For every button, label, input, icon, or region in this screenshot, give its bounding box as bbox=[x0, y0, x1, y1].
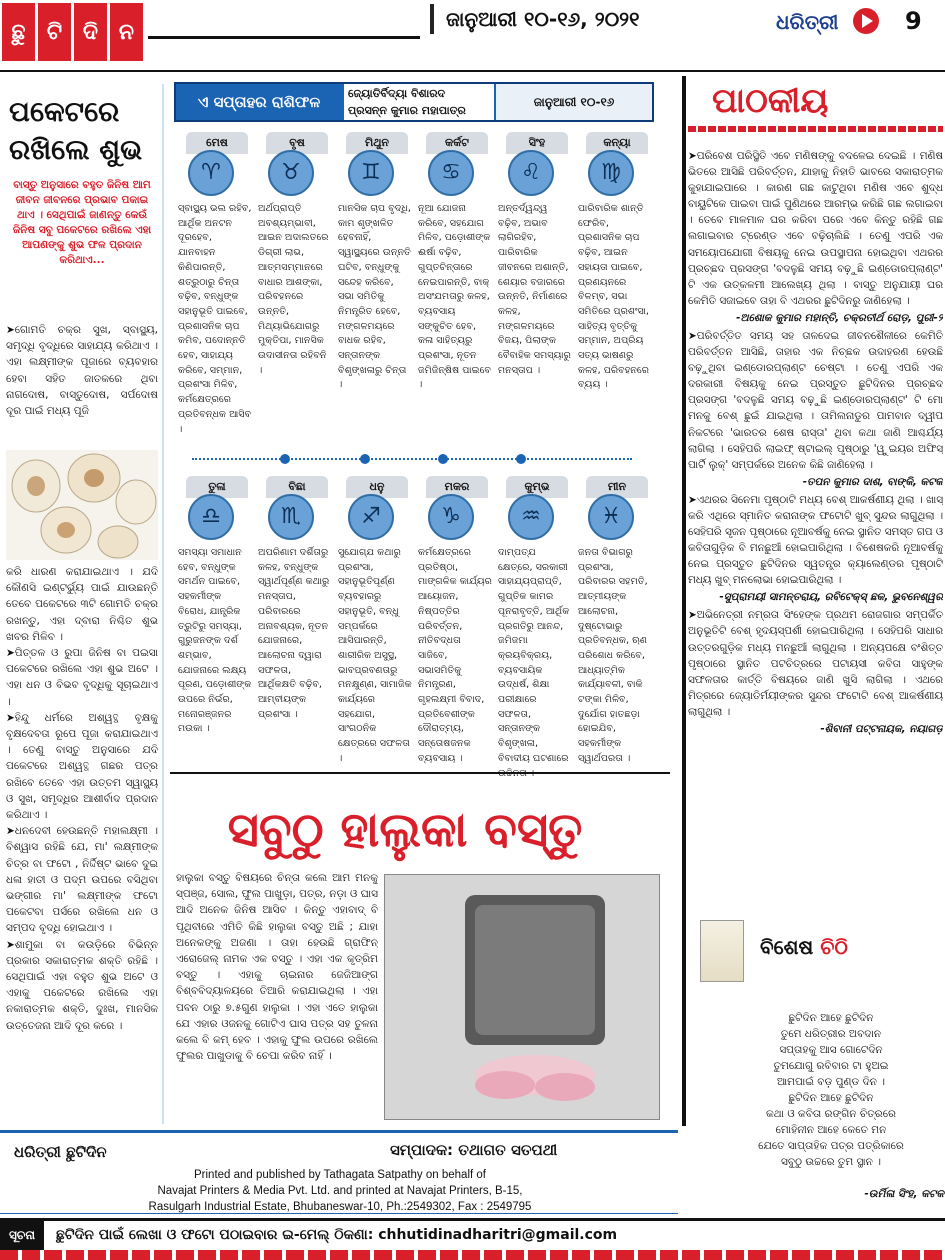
bottom-border bbox=[0, 1250, 945, 1260]
letter-2-signature: -ତପନ କୁମାର ଦାଶ, ବାଙ୍କି, କଟକ bbox=[802, 475, 943, 488]
play-icon bbox=[853, 8, 879, 34]
sign-name: ମକର bbox=[426, 476, 488, 498]
virgo-icon: ♍ bbox=[588, 150, 634, 196]
sagittarius-icon: ♐ bbox=[348, 494, 394, 540]
sign-forecast: ଦାମ୍ପତ୍ଯ କ୍ଷେତ୍ରେ, ସରକାରୀ ସାହାଯ୍ୟପ୍ରାପ୍ତି, ଗୁପ୍ତିକ କାମର ପୂନରାବୃତ୍ତି, ଆର୍ଥିକ ପ୍ରଗତିରୁ ଆନନ୍ଦ, ଜମିଜମା କ୍ରୟବିକ୍ରୟ, ବ୍ୟବସାୟିକ ଉଦ୍ଧର୍ଷ, ଶିକ୍ଷା ପରୀକ୍ଷାରେ ସଫଳତା, ସନ୍ତାନଙ୍କ ବିଶୃଙ୍ଖଳା, ବିବାଦୀୟ ଘଟଣାରେ bbox=[498, 547, 570, 764]
author-name: ପ୍ରସନ୍ନ କୁମାର ମହାପାତ୍ର bbox=[348, 104, 466, 117]
newspaper-logo: ଧରିତ୍ରୀ bbox=[776, 10, 839, 34]
sign-aries bbox=[176, 132, 254, 435]
poem-body: ଛୁଟିଦିନ ଆହେ ଛୁଟିଦିନ ତୁମେ ଧରିତ୍ରୀର ଅବଦାନ ସପ୍ତାହକୁ ଆସ ଗୋଟେଦିନ ତୁମଯୋଗୁ ରବିବାର ଟା ହୁଅଇ ଆମପାଇଁ ବଡ଼ ପୁଣ୍ଡ ଦିନ । ଛୁଟିଦିନ ଆହେ ଛୁଟିଦିନ କଥା ଓ କବିତା ରଙ୍ଗିନ ଚିତ୍ରରେ ମୋହିନୀନ ଆହେ କେତେ ମନ ଯେତେ ସାପ୍ତାହିକ ପତ୍ର ପତ୍ରିକାରେ ସବୁଠୁ ଉଚ୍ଚରେ ତୁମ ସ୍ଥାନ । bbox=[758, 1012, 904, 1168]
page-number: 9 bbox=[905, 7, 922, 35]
left-heading: ପକେଟରେ ରଖିଲେ ଶୁଭ bbox=[2, 84, 162, 174]
horoscope-author bbox=[344, 84, 494, 120]
divider-dot bbox=[516, 454, 526, 464]
letter-1-signature: -ଅଶୋକ କୁମାର ମହାନ୍ତି, ଚକ୍ରତୀର୍ଥ ରୋଡ଼, ପୁରୀ-୨ bbox=[736, 311, 943, 324]
title-part-red: ଚିଠି bbox=[820, 935, 848, 959]
column-rule bbox=[682, 76, 686, 1126]
brand-letter: ଟି bbox=[38, 3, 71, 61]
magazine-cover-thumbnail bbox=[700, 920, 744, 982]
aerogel-photo bbox=[384, 874, 660, 1120]
divider-dot bbox=[280, 454, 290, 464]
sign-forecast: ଅର୍ଥପ୍ରାପ୍ତି ଅବଶ୍ୟମ୍ଭାବୀ, ଆଇନ ଅଦାଲତରେ ଡିଗ୍ରୀ ଲାଭ, ଆତ୍ମସମ୍ମାନରେ ବାଧାର ଆଶଙ୍କା, ପରିବହନରେ ଉନ୍ନତି, ମିଥ୍ୟାଭିଯୋଗରୁ ମୁକ୍ତିପା, ମାନସିକ ଉଦାସୀନତା ରହିବନି । bbox=[258, 203, 329, 376]
special-letter-title bbox=[760, 934, 848, 960]
sign-forecast: ପାରିବାରିକ ଶାନ୍ତି ଫେରିବ, ପ୍ରଶାସନିକ ଚାପ ବଢ଼ିବ, ଆଇନ ସହାୟତା ପାଇବେ, ପ୍ରଣୟନରେ ବିଳମ୍ବ, ସଭା ସମିତିରେ ପ୍ରଶଂସା, ସାହିତ୍ୟ ବୃତ୍ତିକୁ ସମ୍ମାନ, ଅପ୍ରିୟ ସତ୍ୟ ଭାଷଣରୁ କଳହ, ପରିବହନରେ ବ୍ୟୟ । bbox=[578, 203, 649, 391]
sign-forecast: ସୁଯୋଗ୍ଯ କଥାରୁ ପ୍ରଶଂସା, ସହାନୁଭୂତିପୂର୍ଣ୍ଣ ବ୍ୟବହାରରୁ ସହାନୁଭୂତି, ବନ୍ଧୁ ସମ୍ପର୍କରେ ଆସିପାରନ୍ତି, ଶାରୀରିକ ଅସୁସ୍ଥ, ଭାବପ୍ରବଣତାରୁ ମନକ୍ଷୁଣ୍ଣ, ସାମାଜିକ କାର୍ଯ୍ୟରେ ସହଯୋଗ, ସାଂଗଠନିକ କ୍ଷେତ୍ରରେ ସଫଳତା । bbox=[338, 547, 412, 764]
letter-4: ➤ଅଭିନେତ୍ରୀ ନମ୍ରତା ସିଂହେଙ୍କ ପ୍ରଥମ ରୋଜଗାର ସମ୍ପର୍କିତ ଅନୁଭୂତିଟି ବେଶ୍ ହୃଦୟସ୍ପର୍ଶୀ ହୋଇପାରିଥିଲା । ସେହିପରି ସାଧାର ଉତ୍ତରଗୁଡ଼ିକ ମଧ୍ୟ ମନଛୁଆଁ ଲାଗୁଥିଲା । ଅନ୍ୟପକ୍ଷେ ବଂଶିତ୍ତ ପୃଷ୍ଠାରେ ସ୍ଥାନିତ ପଟଚିତ୍ରରେ ପଟାୟସୀ କବିତା ସାହୁଙ୍କ ସଫଳତାର କାର୍ତ୍ତି ବିଷୟରେ ଜାଣି ଖୁସି ଲାଗିଲା । ଏଥରେ ମିତ୍ରରେ ଜ୍ୟୋତିର୍ମୟୀଙ୍କର ସୁନ୍ଦର ଫଟୋଟି ବେଶ୍ ଆକର୍ଷଣୀୟ ଲାଗୁଥିଲା । bbox=[688, 609, 943, 718]
sign-name: ଧନୁ bbox=[346, 476, 408, 498]
header-divider bbox=[0, 70, 945, 72]
notice-tag: ସୂଚନା bbox=[0, 1221, 44, 1250]
sign-name: ବିଛା bbox=[266, 476, 328, 498]
story-body: ହାଲୁକା ବସ୍ତୁ ବିଷୟରେ ଚିନ୍ତା କଲେ ଆମ ମନକୁ ସ୍ପଞ୍ଜ, ସୋଲ, ଫୁଲ ପାଖୁଡ଼ା, ପତ୍ର, ନଡ଼ା ଓ ଘାସ ଆଦି ଅନେକ ଜିନିଷ ଆସିବ । କିନ୍ତୁ ଏହାବାଦ୍ ବି ପୃଥିବୀରେ ଏମିତି କିଛି ହାଲୁକା ବସ୍ତୁ ଅଛି ; ଯାହା ଅନେକଙ୍କୁ ଅଜଣା । ତାହା ହେଉଛି ଗ୍ରାଫିନ୍ ଏରୋଜେଲ୍ ନାମକ ଏକ ବସ୍ତୁ । ଏହା ଏକ କୃତ୍ରିମ ବସ୍ତୁ । ଏହାକୁ ଚାଇନାର ଜେଜିଆଙ୍ଗ ବିଶ୍ବବିଦ୍ୟାଳୟରେ ତିଆରି କରାଯାଇଥିଲା । ଏହା ପବନ ଠାରୁ ୭.୫ଗୁଣ ହାଲୁକା । ଏହା ଏତେ ହାଲୁକା ଯେ ଏହାର ଓଜନକୁ ଗୋଟିଏ ଘାସ ପତ୍ର ସହ ତୁଳନା କଲେ ବି କମ୍ ହେବ । ଏହାକୁ ଫୁଲ ଉପରେ ରଖିଲେ ଫୁଲର ପାଖୁଡାକୁ ବି ଚେପା କରିବ ନାହିଁ । bbox=[176, 872, 378, 1063]
special-poem bbox=[718, 994, 944, 1224]
editorial-stripe bbox=[688, 126, 943, 132]
left-body-top: ➤ଗୋମତି ଚକ୍ର ସୁଖ, ସ୍ବାସ୍ଥ୍ୟ, ସମୃଦ୍ଧି ବୃଦ୍ଧିରେ ସାହାଯ୍ୟ କରିଥାଏ । ଏହା ଲକ୍ଷ୍ମୀଙ୍କ ପୂଜାରେ ବ୍ୟବହାର ହେବା ସହିତ ଜାତକରେ ଥିବା ନାଗଦୋଷ, ବାସ୍ତୁଦୋଷ, ସର୍ପଦୋଷ ଦୂର ପାଇଁ ମଧ୍ୟ ପୂଜି bbox=[6, 324, 158, 418]
imprint-text: Printed and published by Tathagata Satpathy on behalf of Navajat Printers & Media Pvt. Ltd. and printed at Navajat Printers, B-15, Rasulgarh Industrial Estate, Bhubaneswar-10, Ph.:2549302, Fax : 2549795 bbox=[148, 1169, 532, 1213]
brand-letter: ଛୁ bbox=[2, 3, 35, 61]
sign-name: କୁମ୍ଭ bbox=[506, 476, 568, 498]
sign-forecast: କର୍ମକ୍ଷେତ୍ରରେ ପ୍ରତିଷ୍ଠା, ମାଙ୍ଗଳିକ କାର୍ଯ୍ୟର ଆୟୋଜନ, ନିଷ୍ପତ୍ତିର ପରିବର୍ତ୍ତନ, ନୀତିବଦ୍ଧତା ସାଜିବେ, ସଭାସମିତିକୁ ନିମନ୍ତ୍ରଣ, ଗୃହଲକ୍ଷ୍ମୀ ବିବାଦ, ପ୍ରତିବେଶୀଙ୍କ ଦୌରାତ୍ମ୍ୟ, ସନ୍ତୋଷଜନକ ବ୍ୟବସାୟ । bbox=[418, 547, 492, 764]
letter-3-signature: -ସୁପ୍ରାମୟୀ ସାମନ୍ତରାୟ, ରବିଟେକ୍ସ୍ ଛକ, ଭୁବନେଶ୍ୱର bbox=[719, 591, 943, 604]
sign-name: ମିଥୁନ bbox=[346, 132, 408, 154]
editorial-title: ପାଠକୀୟ bbox=[712, 81, 829, 121]
story-title: ସବୁଠୁ ହାଲୁକା ବସ୍ତୁ bbox=[227, 802, 583, 858]
libra-icon: ♎ bbox=[188, 494, 234, 540]
sign-name: ତୁଳା bbox=[186, 476, 248, 498]
letter-1: ➤ପରିବେଶ ପରିସ୍ଥିତି ଏବେ ମଣିଷଙ୍କୁ ବଦଳେଇ ଦେଇଛି । ମଣିଷ ଭିତରେ ଆସିଛି ପରିବର୍ତ୍ତନ, ଯାହାକୁ ନିହାତି ଭାବରେ ସକାରାତ୍ମକ କୁହାଯାଇପାରେ । କାରଣ ଗଛ କାଟୁଥିବା ମଣିଷ ଏବେ ଶୁଦ୍ଧ ବାୟୁଟିକେ ପାଇବା ପାଇଁ ପୁଣିଥରେ ଆରମ୍ଭ କରିଛି ଗଛ ଲଗାଇବା । ତେବେ ମାଳମାଳ ଘର କରିବା ପରେ ଏବେ କିନ୍ତୁ ରହିଛି ଗଛ ଲଗାଇବାର ଟ୍ରେଣ୍ଡ ଏବେ ବଢ଼ିଚାଲିଛି । ତେଣୁ ଏପରି ଏକ ସମୟୋପଯୋଗୀ ବିଷୟକୁ ନେଇ ଉପସ୍ଥାପନା ହୋଇଥିବା ଏଥରର ପ୍ରଚ୍ଛଦ ପ୍ରସଙ୍ଗ 'ବଦଳୁଛି ସମୟ ବଢ଼ୁଛି ଇଣ୍ଡୋରପ୍ଲାଣ୍ଟ' ଟି ଏକ ଉତ୍କଳମୀ ଆଲେଖ୍ୟ ଥିଲା । ବାସ୍ତୁ ଅନୁଯାୟୀ ଘର କେମିତି ସଜାଇବେ ତାହା ବି ଏଥରର ଛୁଟିଦିନରୁ ଜାଣିହେଲା । bbox=[688, 150, 943, 307]
imprint bbox=[0, 1130, 678, 1214]
brand-letter: ନ bbox=[110, 3, 143, 61]
sign-scorpio bbox=[256, 476, 334, 720]
sign-name: ବୃଷ bbox=[266, 132, 328, 154]
horoscope-row-2 bbox=[170, 476, 658, 776]
shells-photo bbox=[6, 450, 158, 560]
sign-sagittarius bbox=[336, 476, 414, 764]
issue-date: ଜାନୁଆରୀ ୧୦-୧୬, ୨୦୨୧ bbox=[430, 4, 730, 34]
notice-text: ଛୁଟିଦିନ ପାଇଁ ଲେଖା ଓ ଫଟୋ ପଠାଇବାର ଇ-ମେଲ୍ ଠିକଣା: chhutidinadharitri@gmail.com bbox=[56, 1227, 618, 1243]
left-body-bottom: କରି ଧାରଣ କରାଯାଇଥାଏ । ଯଦି କୌଣସି ଇଣ୍ଟର୍ଭ୍ୟୁ ପାଇଁ ଯାଉଛନ୍ତି ତେବେ ପକେଟରେ ୩ଟି ଗୋମତି ଚକ୍ର ରଖନ୍ତୁ, ଏହା ଦ୍ବାରା ନିଶ୍ଚିତ ଶୁଭ ଖବର ମିଳିବ । ➤ପିତ୍ତଳ ଓ ରୁପା ଜିନିଷ ବା ପଇସା ପକେଟରେ ରଖିଲେ ଏହା ଶୁଭ ଅଟେ । ଏହା ଧନ ଓ ବିଭବ ବୃଦ୍ଧିକୁ ସୂଚାଇଥାଏ । ➤ହିନ୍ଦୁ ଧର୍ମରେ ଅଶ୍ୱତ୍ଥ ବୃକ୍ଷକୁ ବୃକ୍ଷଦେବତା ରୂପେ ପୂଜା କରାଯାଇଥାଏ । ତେଣୁ ବାସ୍ତୁ ଅନୁସାରେ ଯଦି ପକେଟରେ ଅଶ୍ୱତ୍ଥ ଗଛର ପତ୍ର ରଖିବେ ତେବେ ଏହା ଉତ୍ତମ ସ୍ୱାସ୍ଥ୍ୟ ଓ ସୁଖ, ସମୃଦ୍ଧିର ଆଶୀର୍ବାଦ ପ୍ରଦାନ କରିଥାଏ । ➤ଧନଦେବୀ ହେଉଛନ୍ତି ମହାଲକ୍ଷ୍ମୀ । ବିଶ୍ୱାସ ରହିଛି ଯେ, ମା' ଲକ୍ଷ୍ମୀଙ୍କ ଚିତ୍ର ବା ଫଟୋ , ନିର୍ଦ୍ଦିଷ୍ଟ ଭାବେ ଦୁଇ ଧଳା ହାତୀ ଓ ପଦ୍ମ ଉପରେ ବସିଥିବା ଭଙ୍ଗୀର ମା' ଲକ୍ଷ୍ମୀଙ୍କ ଫଟୋ ପକେଟବା ପର୍ସରେ ରଖିଲେ ଧନ ଓ ସମ୍ପଦ ବୃଦ୍ଧି ହୋଇଥାଏ । ➤ଶାମୁକା ବା କଉଡ଼ିରେ ବିଭିନ୍ନ ପ୍ରକାର ସକାରାତ୍ମକ ଶକ୍ତି ରହିଛି । ସେଥିପାଇଁ ଏହା ବହୁତ ଶୁଭ ଅଟେ ଓ ଏହାକୁ ପକେଟରେ ରଖିଲେ ଏହା ନକାରାତ୍ମକ ଶକ୍ତି, ଦୁଃଖ, ମାନସିକ ଉତ୍ତେଜନା ଆଦି ଦୂର କରେ । bbox=[6, 566, 158, 1032]
section-rule bbox=[170, 772, 670, 774]
sign-name: କନ୍ୟା bbox=[586, 132, 648, 154]
header-rule bbox=[148, 36, 420, 39]
sign-forecast: ମାନସିକ ଚାପ ବୃଦ୍ଧି, କାମ ଶୃଙ୍ଖଳିତ ହେବନାହିଁ, ସ୍ୱାସ୍ଥ୍ୟରେ ଉନ୍ନତି ଘଟିବ, ବନ୍ଧୁଙ୍କୁ ସନ୍ଦେହ କରିବେ, ସଭା ସମିତିକୁ ନିମନ୍ତ୍ରିତ ହେବେ, ମଙ୍ଗଳମୟରେ ବାଧକ ରହିବ, ସନ୍ତାନଙ୍କ ବିଶୃଙ୍ଖଳାରୁ ଚିନ୍ତା । bbox=[338, 203, 411, 391]
imprint-name: ଧରିତ୍ରୀ ଛୁଟିଦିନ bbox=[14, 1143, 107, 1161]
left-intro: ବାସ୍ତୁ ଅନୁସାରେ ବହୁତ ଜିନିଷ ଆମ ଜୀବନ ଜୀବନରେ ପ୍ରଭାବ ପକାଇ ଥାଏ । ସେଥିପାଇଁ ଜାଣନ୍ତୁ କେଉଁ ଜିନିଷ ସବୁ ପକେଟରେ ରଖିଲେ ଏହା ଆପଣଙ୍କୁ ଶୁଭ ଫଳ ପ୍ରଦାନ କରିଥାଏ... bbox=[12, 179, 152, 266]
horoscope-divider bbox=[192, 458, 632, 460]
letter-3: ➤ଏଥରର ସିନେମା ପୃଷ୍ଠାଟି ମଧ୍ୟ ବେଶ୍ ଆକର୍ଷଣୀୟ ଥିଲା । ଖାସ୍ କରି ଏଥିରେ ସ୍ମାନିତ କରାନାଙ୍କ ଫଟୋଟି ଖୁବ୍ ସୁନ୍ଦର ଲାଗୁଥିଲା । ସେହିପରି ସୃଜନ ପୃଷ୍ଠାରେ ନୂଆବର୍ଷକୁ ନେଇ ସ୍ଥାନିତ ସମସ୍ତ ଗପ ଓ କବିତାଗୁଡ଼ିକ ବି ମନଛୁଆଁ ହୋଇପାରିଥିଲା । ବିଶେଷକରି ନୂଆବର୍ଷକୁ ନେଇ ପ୍ରସ୍ତୁତ ଛୁଟିଦିନର ସ୍ୱତନ୍ତ୍ର କ୍ୟାଲେଣ୍ଡର ପୃଷ୍ଠାଟି ମଧ୍ୟ ଖୁବ୍ ମନଲୋଭା ହୋଇପାରିଥିଲା । bbox=[688, 493, 943, 587]
capricorn-icon: ♑ bbox=[428, 494, 474, 540]
readers-letters bbox=[688, 148, 943, 928]
notice-bar bbox=[0, 1218, 945, 1250]
sign-leo bbox=[496, 132, 574, 376]
sign-name: ସିଂହ bbox=[506, 132, 568, 154]
horoscope-section bbox=[170, 80, 658, 500]
sign-forecast: ନୂଆ ଯୋଜନା କରିବେ, ସହଯୋଗ ମିଳିବ, ପଡ଼ୋଶୀଙ୍କ ଈର୍ଷା ବଢ଼ିବ, ଗୁପ୍ତଚିନ୍ତାରେ ନେଇପାରନ୍ତି, ବାକ୍ ଅସଂଯମତାରୁ କଳହ, ବ୍ୟବସାୟ ସଙ୍କୁଚିତ ହେବ, କଳା ସାହିତ୍ୟରୁ ପ୍ରଶଂସା, ନୂତନ ଜମିଜିନ୍ଷିଷ ପାଇବେ । bbox=[418, 203, 491, 391]
aries-icon: ♈ bbox=[188, 150, 234, 196]
letter-2: ➤ପରିବର୍ତ୍ତିତ ସମୟ ସହ ତାଳଦେଇ ଜୀବନଶୈଳୀରେ କେମିତି ପରିବର୍ତ୍ତନ ଆସିଛି, ତାହାର ଏକ ନିଚ୍ଛକ ଉଦାହରଣ ହେଉଛି ବଢ଼ୁଥିବା ଇଣ୍ଡୋରପ୍ଲାଣ୍ଟ ଚେଷ୍ଟା । ତେଣୁ ଏପରି ଏକ ଦରକାରୀ ବିଷୟକୁ ନେଇ ପ୍ରସ୍ତୁତ ଛୁଟିଦିନର ପ୍ରଚ୍ଛଦ ପ୍ରସଙ୍ଗ 'ବଦଳୁଛି ସମୟ ବଢ଼ୁଛି ଇଣ୍ଡୋରପ୍ଲାଣ୍ଟ' ଟି ମୋ ମନକୁ ବେଶ୍ ଛୁଇଁ ଯାଇଥିଲା । ତାମିଲନାଡୁର ପାମବାନ ଦ୍ୱୀପ ନିକଟରେ 'ଭାରତର ଶେଷ ରାସ୍ତା' ଥିବା କଥା ଜାଣି ଆଶ୍ଚର୍ଯ୍ୟ ଲାଗିଲା । ସେହିପରି ଲାଇଫ୍ ଷ୍ଟାଇଲ୍ ପୃଷ୍ଠାରୁ 'ୱୁ ଇୟର ଅଫିସ୍ ପାର୍ଟି ଲୁକ୍' ସମ୍ପର୍କରେ ଅନେକ କିଛି ଜାଣିହେଲା । bbox=[688, 329, 943, 471]
sign-gemini bbox=[336, 132, 414, 391]
aquarius-icon: ♒ bbox=[508, 494, 554, 540]
imprint-editor: ସମ୍ପାଦକ: ତଥାଗତ ସତପଥୀ bbox=[390, 1141, 558, 1159]
horoscope-date: ଜାନୁଆରୀ ୧୦-୧୬ bbox=[496, 84, 652, 120]
sign-pisces bbox=[576, 476, 654, 764]
sign-taurus bbox=[256, 132, 334, 376]
taurus-icon: ♉ bbox=[268, 150, 314, 196]
gemini-icon: ♊ bbox=[348, 150, 394, 196]
sign-forecast: ଅନ୍ତର୍ଦ୍ୱନ୍ଦ୍ୱ ବଢ଼ିବ, ଅଭାବ ଲାଗିରହିବ, ପାରିବାରିକ ଜୀବନରେ ଅଶାନ୍ତି, ଶେୟାର ବଜାରରେ ଉନ୍ନତି, ନିର୍ମାଣରେ କଳହ, ମଙ୍ଗଳମୟରେ ବିଜୟ, ପିଲାଙ୍କ ବୈବାହିକ ସମସ୍ୟାରୁ ମନସ୍ତାପ । bbox=[498, 203, 571, 376]
sign-forecast: ଜନତା ବିଭାଗରୁ ପ୍ରଶଂସା, ପରିବାରର ସହମତି, ଆତ୍ମୀୟଙ୍କ ଆଲୋଚନା, ଦୁଷ୍ଟୋଭାରୁ ପ୍ରତିବନ୍ଧକ, ଋଣ ପରିଶୋଧ କରିବେ, ଆଧ୍ୟାତ୍ମିକ କାର୍ଯ୍ୟାବଳୀ, ବାକି ଟଙ୍କା ମିଳିବ, ଦୁର୍ଯୋଗ ହାତଛଡ଼ା ହୋଇଯିବ, ସହକର୍ମୀଙ୍କ ସ୍ୱାର୍ଥପରତା । bbox=[578, 547, 648, 764]
sign-name: ମୀନ bbox=[586, 476, 648, 498]
sign-libra bbox=[176, 476, 254, 735]
sign-aquarius bbox=[496, 476, 574, 764]
sign-forecast: ସ୍ବାସ୍ଥ୍ୟ ଭଲ ରହିବ, ଆର୍ଥିକ ଅନଟନ ଦୂରହେବ, ଯାନବାହନ କିଣିପାରନ୍ତି, ଶତ୍ରୁଠାରୁ ଚିନ୍ତା ବଢ଼ିବ, ବନ୍ଧୁଙ୍କ ସହାନୁଭୂତି ପାଇବେ, ପ୍ରଶାସନିକ ଚାପ କମିବ, ପଦୋନ୍ନତି ହେବ, ସାହାଯ୍ୟ କରିବେ, ସମ୍ମାନ, ପ୍ରଶଂସା ମିଳିବ, କର୍ମକ୍ଷେତ୍ରରେ ପ୍ରତିବନ୍ଧକ ଆସିବ । bbox=[178, 203, 252, 435]
sign-forecast: ସମସ୍ୟା ସମାଧାନ ହେବ, ବନ୍ଧୁଙ୍କ ସମର୍ଥନ ପାଇବେ, ସହକର୍ମୀଙ୍କ ବିରୋଧ, ଯାନ୍ତ୍ରିକ ତ୍ରୁଟିରୁ ସମସ୍ୟା, ଗୁରୁଜନଙ୍କ ଦର୍ଶ ଶମ୍ଭାବ, ଯୋଜନାରେ ଲକ୍ଷ୍ୟ ପୂରଣ, ପଡ଼ୋଶୀଙ୍କ ଉପରେ ନିର୍ଭର, ମନୋରଞ୍ଜନର ମଉକା । bbox=[178, 547, 252, 735]
title-part: ବିଶେଷ bbox=[760, 935, 814, 959]
divider-dot bbox=[360, 454, 370, 464]
sign-cancer bbox=[416, 132, 494, 391]
scorpio-icon: ♏ bbox=[268, 494, 314, 540]
leo-icon: ♌ bbox=[508, 150, 554, 196]
sign-virgo bbox=[576, 132, 654, 391]
special-letter-header bbox=[700, 916, 942, 988]
left-column bbox=[0, 84, 164, 1124]
brand-letter: ଦି bbox=[74, 3, 107, 61]
horoscope-header bbox=[174, 82, 654, 122]
sign-name: କର୍କଟ bbox=[426, 132, 488, 154]
horoscope-title: ଏ ସପ୍ତାହର ରାଶିଫଳ bbox=[176, 84, 342, 120]
poem-signature: -ଉର୍ମିଳା ସିଂହ, କଟକ bbox=[864, 1188, 944, 1200]
divider-dot bbox=[438, 454, 448, 464]
sign-name: ମେଷ bbox=[186, 132, 248, 154]
pisces-icon: ♓ bbox=[588, 494, 634, 540]
cancer-icon: ♋ bbox=[428, 150, 474, 196]
sign-capricorn bbox=[416, 476, 494, 764]
letter-4-signature: -ଶିବାନୀ ପଟ୍ଟନାୟକ, ନୟାଗଡ଼ bbox=[820, 723, 943, 735]
sign-forecast: ଅପରିଣାମ ଦର୍ଶିତାରୁ କଳହ, ବନ୍ଧୁଙ୍କ ସ୍ୱାର୍ଥପୂର୍ଣ୍ଣ କଥାରୁ ମନସ୍ତାପ, ପରିବାରରେ ଅନାବଶ୍ୟକ, ନୂତନ ଯୋଜନାରେ, ଆଲୋଚନା ଦ୍ୱାରା ସଫଳତା, ଆର୍ଥିକକ୍ଷତି ବଢ଼ିବ, ଆମ୍ବୀୟଙ୍କ ପ୍ରଶଂସା । bbox=[258, 547, 330, 720]
page-header bbox=[0, 0, 945, 66]
author-role: ଜ୍ୟୋତିର୍ବିଦ୍ୟା ବିଶାରଦ bbox=[348, 87, 446, 100]
